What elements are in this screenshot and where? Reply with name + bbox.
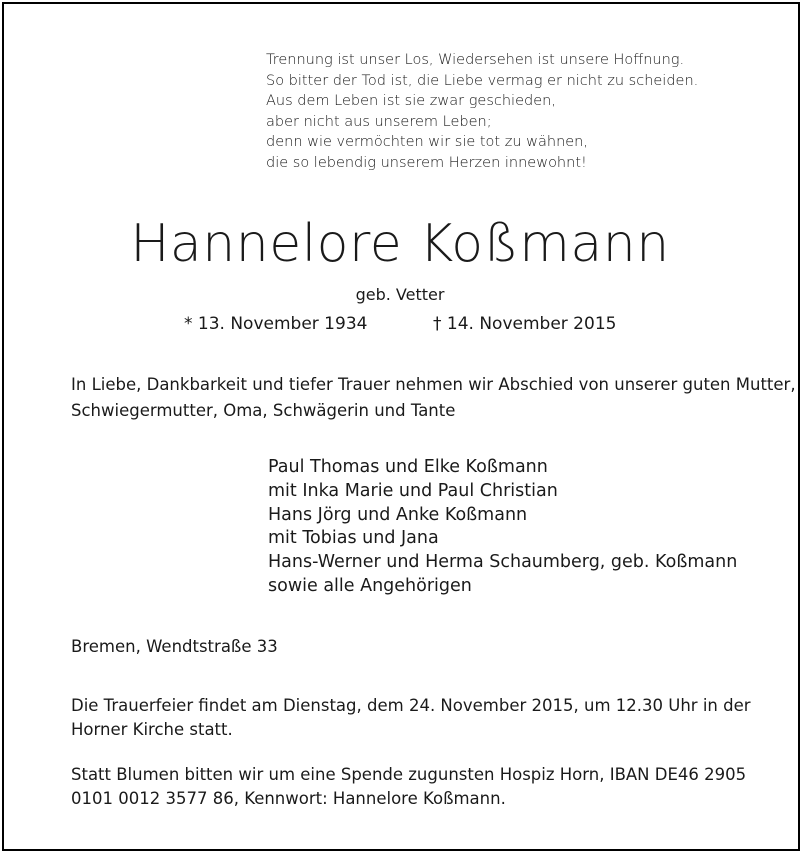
intro-line: Schwiegermutter, Oma, Schwägerin und Tante	[71, 401, 456, 420]
family-line: Paul Thomas und Elke Koßmann	[268, 457, 548, 477]
poem-line: So bitter der Tod ist, die Liebe vermag er nicht zu scheiden.	[266, 72, 699, 89]
family-line: Hans-Werner und Herma Schaumberg, geb. Koßmann	[268, 552, 738, 573]
donation-line: 0101 0012 3577 86, Kennwort: Hannelore Koßmann.	[71, 789, 506, 808]
ceremony-info	[71, 694, 751, 742]
poem-line: die so lebendig unserem Herzen innewohnt!	[266, 154, 587, 171]
donation-info	[71, 763, 746, 811]
poem-line: aber nicht aus unserem Leben;	[266, 113, 492, 130]
family-line: Hans Jörg und Anke Koßmann	[268, 504, 528, 525]
ceremony-line: Die Trauerfeier findet am Dienstag, dem 24. November 2015, um 12.30 Uhr in der	[71, 696, 751, 715]
family-line: sowie alle Angehörigen	[268, 575, 472, 596]
intro-text	[71, 372, 796, 424]
family-line: mit Inka Marie und Paul Christian	[268, 480, 558, 501]
death-date: † 14. November 2015	[433, 314, 617, 334]
address: Bremen, Wendtstraße 33	[71, 637, 278, 656]
donation-line: Statt Blumen bitten wir um eine Spende zugunsten Hospiz Horn, IBAN DE46 2905	[71, 765, 747, 784]
poem-line: Trennung ist unser Los, Wiedersehen ist unsere Hoffnung.	[266, 52, 685, 68]
poem	[266, 50, 698, 173]
poem-line: denn wie vermöchten wir sie tot zu wähnen,	[266, 134, 588, 150]
family-line: mit Tobias und Jana	[268, 528, 439, 549]
family-list	[268, 456, 737, 599]
maiden-name: geb. Vetter	[355, 285, 445, 304]
ceremony-line: Horner Kirche statt.	[71, 720, 233, 739]
intro-line: In Liebe, Dankbarkeit und tiefer Trauer nehmen wir Abschied von unserer guten Mutter,	[71, 375, 796, 394]
birth-date: * 13. November 1934	[184, 314, 368, 334]
poem-line: Aus dem Leben ist sie zwar geschieden,	[266, 93, 556, 109]
deceased-name: Hannelore Koßmann	[130, 214, 670, 274]
